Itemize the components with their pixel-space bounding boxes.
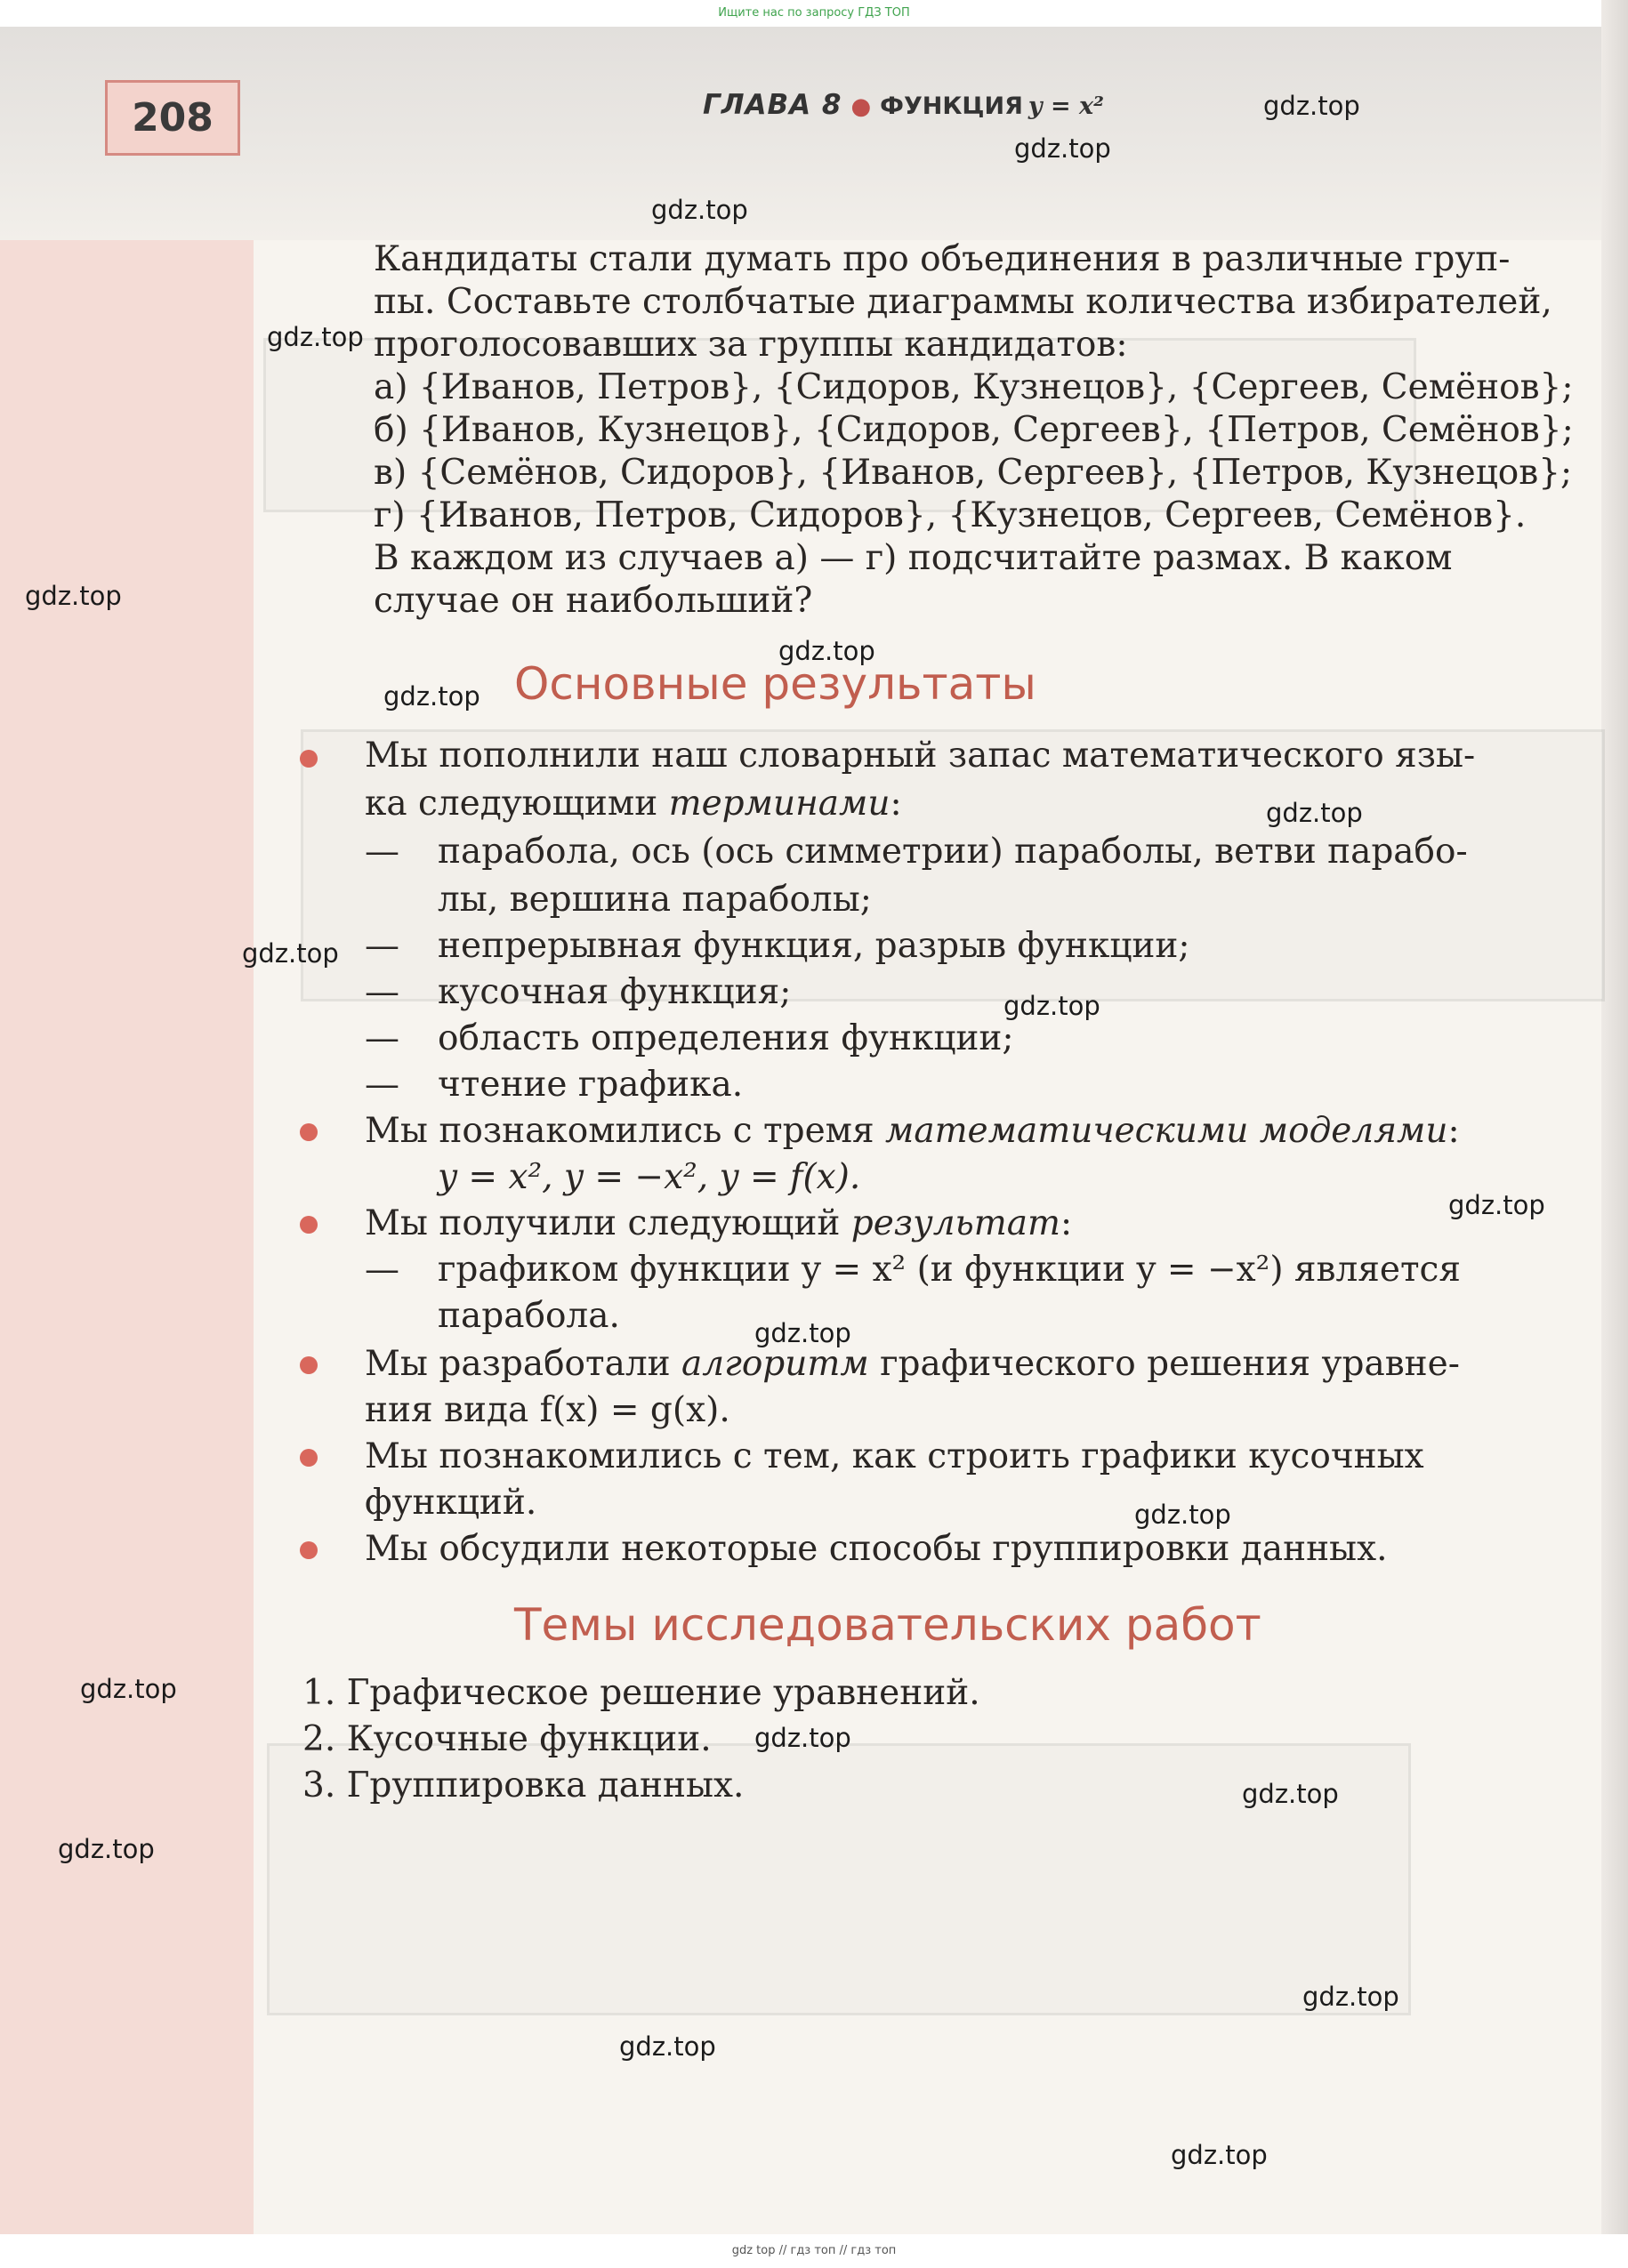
section-title: Темы исследовательских работ (514, 1599, 1261, 1651)
term-item (365, 831, 1468, 873)
bullet-icon (300, 1541, 318, 1559)
bullet-icon (300, 750, 318, 768)
watermark: gdz.top (754, 1723, 851, 1753)
watermark: gdz.top (1242, 1779, 1339, 1809)
watermark: gdz.top (242, 938, 339, 969)
term-item (365, 971, 791, 1014)
watermark: gdz.top (1266, 798, 1363, 828)
watermark: gdz.top (754, 1318, 851, 1348)
term-text: чтение графика. (438, 1065, 744, 1105)
result-line: Мы пополнили наш словарный запас математического язы- (365, 736, 1476, 776)
watermark: gdz.top (778, 636, 875, 666)
dash-marker: — (365, 972, 399, 1012)
dash-marker: — (365, 1250, 399, 1290)
task-option: б) {Иванов, Кузнецов}, {Сидоров, Сергеев}, {Петров, Семёнов}; (374, 410, 1574, 450)
emphasis-term: терминами (668, 784, 891, 824)
watermark: gdz.top (1014, 133, 1111, 164)
result-line: Мы обсудили некоторые способы группировки данных. (365, 1529, 1388, 1569)
section-title: Основные результаты (514, 658, 1036, 710)
result-text: : (890, 784, 902, 824)
watermark: gdz.top (1134, 1500, 1231, 1530)
bullet-icon: ● (850, 93, 872, 120)
watermark: gdz.top (58, 1834, 155, 1864)
math-models: y = x², y = −x², y = f(x). (438, 1157, 861, 1197)
chapter-heading (703, 89, 1104, 121)
result-text: : (1060, 1203, 1073, 1243)
emphasis-term: результат (850, 1203, 1060, 1243)
margin-strip (0, 240, 254, 2237)
watermark: gdz.top (619, 2031, 716, 2062)
watermark: gdz.top (1003, 991, 1100, 1021)
watermark: gdz.top (1448, 1190, 1545, 1220)
task-line: В каждом из случаев а) — г) подсчитайте размах. В каком (374, 538, 1453, 578)
task-line: пы. Составьте столбчатые диаграммы количества избирателей, (374, 282, 1552, 322)
task-line: Кандидаты стали думать про объединения в различные груп- (374, 239, 1511, 279)
result-line: функций. (365, 1483, 537, 1523)
bullet-icon (300, 1216, 318, 1234)
watermark: gdz.top (383, 681, 480, 712)
term-text: кусочная функция; (438, 972, 792, 1012)
task-option: г) {Иванов, Петров, Сидоров}, {Кузнецов, Сергеев, Семёнов}. (374, 495, 1527, 535)
term-item (365, 1064, 743, 1106)
dash-marker: — (365, 1018, 399, 1058)
result-line: ния вида f(x) = g(x). (365, 1390, 730, 1430)
term-text: парабола, ось (ось симметрии) параболы, ветви парабо- (438, 832, 1468, 872)
result-text: Мы получили следующий (365, 1203, 851, 1243)
result-text: Мы разработали (365, 1344, 682, 1384)
result-text: : (1447, 1111, 1460, 1151)
term-text: область определения функции; (438, 1018, 1014, 1058)
task-option: а) {Иванов, Петров}, {Сидоров, Кузнецов}, {Сергеев, Семёнов}; (374, 367, 1574, 407)
watermark: gdz.top (25, 581, 122, 611)
result-line (365, 1110, 1460, 1153)
chapter-formula: y = x² (1028, 92, 1104, 120)
research-item: 3. Группировка данных. (302, 1765, 745, 1806)
watermark: gdz.top (267, 322, 364, 352)
result-text: графического решения уравне- (868, 1344, 1460, 1384)
result-line (365, 783, 902, 825)
result-line: Мы познакомились с тем, как строить графики кусочных (365, 1436, 1424, 1476)
term-text: непрерывная функция, разрыв функции; (438, 926, 1190, 966)
watermark: gdz.top (651, 195, 748, 225)
task-line: проголосовавших за группы кандидатов: (374, 325, 1128, 365)
research-item: 2. Кусочные функции. (302, 1719, 712, 1759)
task-line: случае он наибольший? (374, 581, 813, 621)
watermark: gdz.top (1263, 91, 1360, 121)
bullet-icon (300, 1123, 318, 1141)
chapter-title: ФУНКЦИЯ (880, 92, 1023, 120)
dash-marker: — (365, 832, 399, 872)
emphasis-term: алгоритм (681, 1344, 869, 1384)
page-number: 208 (105, 80, 240, 156)
emphasis-term: математическими моделями (884, 1111, 1448, 1151)
result-line (365, 1343, 1460, 1386)
bullet-icon (300, 1356, 318, 1374)
bullet-icon (300, 1449, 318, 1467)
result-text: парабола. (438, 1296, 620, 1336)
research-item: 1. Графическое решение уравнений. (302, 1673, 980, 1713)
watermark: gdz.top (1171, 2140, 1268, 2170)
watermark: gdz.top (1302, 1982, 1399, 2012)
bottom-note: gdz top // гдз топ // гдз топ (731, 2244, 897, 2257)
result-text: ка следующими (365, 784, 669, 824)
dash-marker: — (365, 926, 399, 966)
term-item (365, 925, 1190, 968)
header-background (0, 27, 1628, 240)
result-line (365, 1202, 1072, 1245)
term-item (365, 1249, 1461, 1291)
term-text: лы, вершина параболы; (438, 880, 872, 920)
top-note: Ищите нас по запросу ГДЗ ТОП (718, 6, 910, 20)
watermark: gdz.top (80, 1674, 177, 1704)
chapter-label: ГЛАВА 8 (703, 89, 842, 121)
result-text: Мы познакомились с тремя (365, 1111, 885, 1151)
page-edge-shadow (1601, 0, 1628, 2268)
task-option: в) {Семёнов, Сидоров}, {Иванов, Сергеев}, {Петров, Кузнецов}; (374, 453, 1573, 493)
result-text: графиком функции y = x² (и функции y = −x²) является (438, 1250, 1461, 1290)
term-item (365, 1017, 1014, 1060)
dash-marker: — (365, 1065, 399, 1105)
